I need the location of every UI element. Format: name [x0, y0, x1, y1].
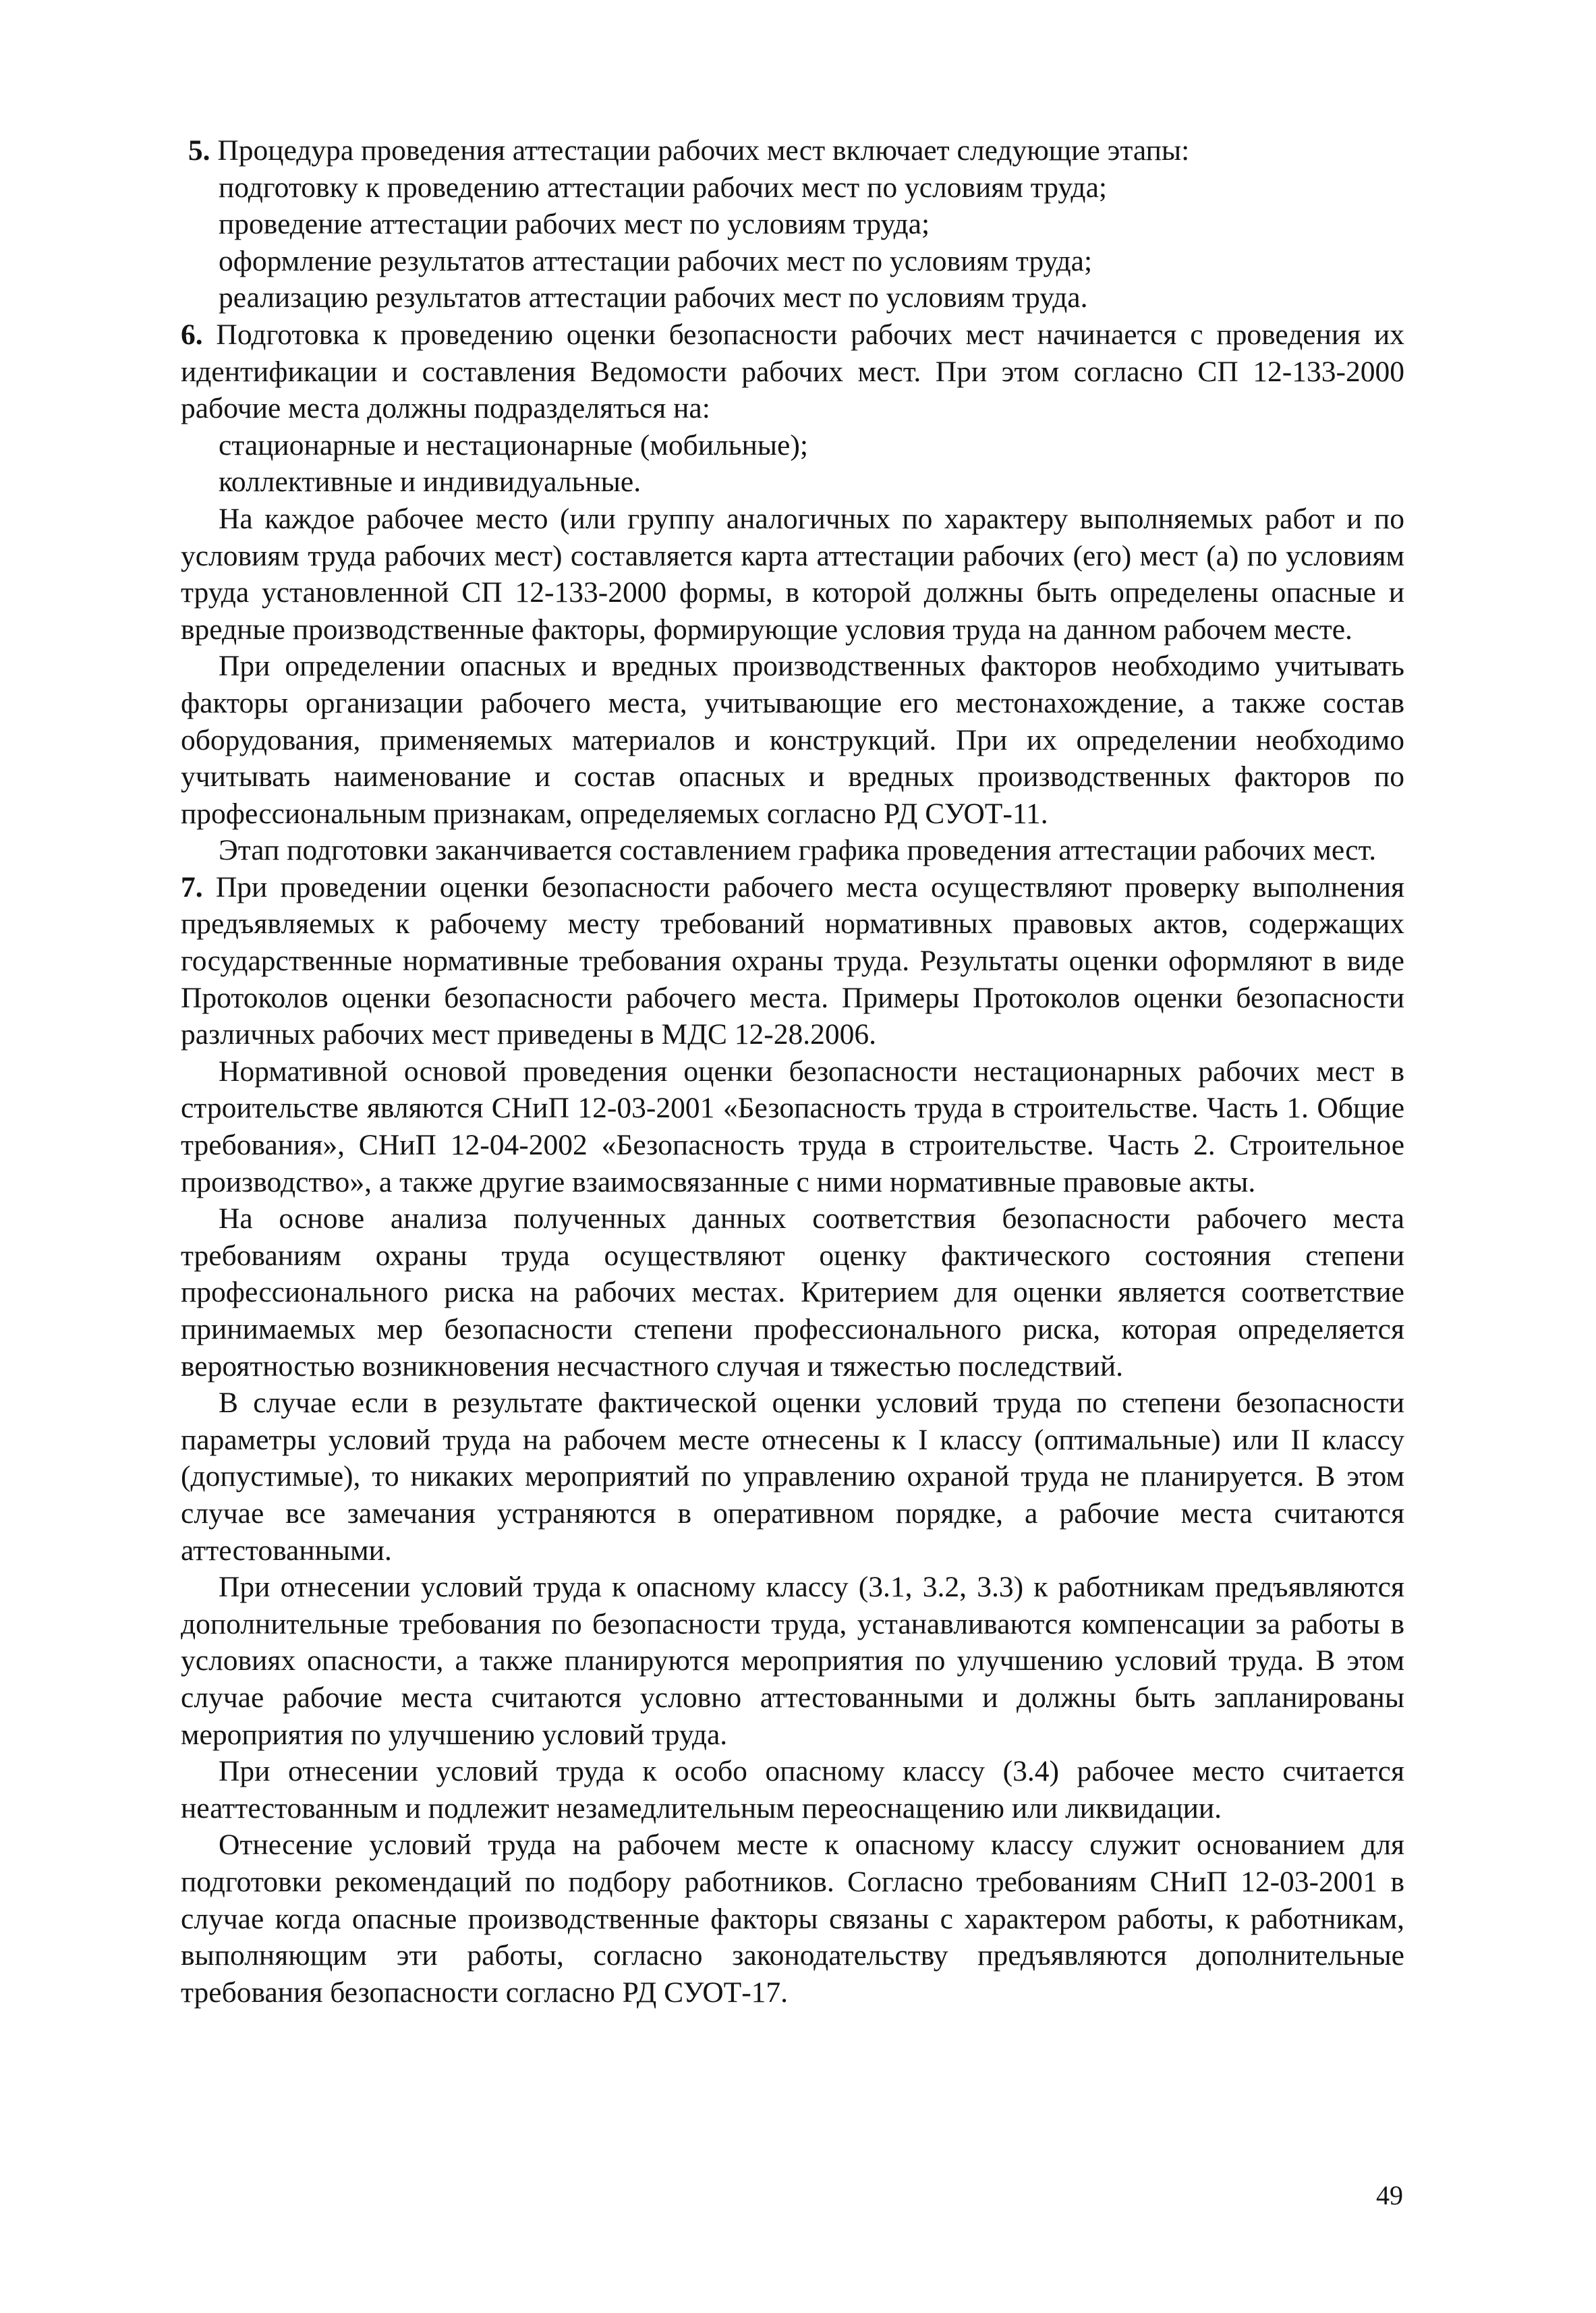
- item-number-6: 6.: [181, 318, 203, 351]
- list-item: коллективные и индивидуальные.: [219, 466, 642, 499]
- item-number-7: 7.: [181, 870, 203, 903]
- paragraph: При определении опасных и вредных производственных факторов необходимо учитывать факторы организации рабочего места, учитывающие его местонахождение, а также состав оборудования, применяемых материалов и конструкций. При их определении необходимо учитывать наименование и состав опасных и вредных производственных факторов по профессиональным признакам, определяемых согласно РД СУОТ-11.: [181, 650, 1404, 830]
- list-item: оформление результатов аттестации рабочих мест по условиям труда;: [219, 244, 1093, 277]
- list-item: подготовку к проведению аттестации рабочих мест по условиям труда;: [219, 171, 1107, 204]
- paragraph: При отнесении условий труда к опасному классу (3.1, 3.2, 3.3) к работникам предъявляются дополнительные требования по безопасности труда, устанавливаются компенсации за работы в условиях опасности, а также планируются мероприятия по улучшению условий труда. В этом случае рабочие места считаются условно аттестованными и должны быть запланированы мероприятия по улучшению условий труда.: [181, 1571, 1404, 1751]
- paragraph-5-text: Процедура проведения аттестации рабочих мест включает следующие этапы:: [210, 134, 1190, 167]
- list-item: стационарные и нестационарные (мобильные);: [219, 428, 808, 462]
- paragraph: При отнесении условий труда к особо опасному классу (3.4) рабочее место считается неаттестованным и подлежит незамедлительным переоснащению или ликвидации.: [181, 1755, 1404, 1824]
- paragraph-6-heading: [181, 316, 1404, 427]
- document-page: [181, 132, 1404, 2011]
- paragraph: На каждое рабочее место (или группу аналогичных по характеру выполняемых работ и по условиям труда рабочих мест) составляется карта аттестации рабочих (его) мест (а) по условиям труда установленной СП 12-133-2000 формы, в которой должны быть определены опасные и вредные производственные факторы, формирующие условия труда на данном рабочем месте.: [181, 502, 1404, 646]
- paragraph-5-heading: [181, 132, 1404, 169]
- item-number-5: 5.: [188, 134, 210, 167]
- list-item: проведение аттестации рабочих мест по условиям труда;: [219, 208, 930, 241]
- list-item: реализацию результатов аттестации рабочих мест по условиям труда.: [219, 281, 1088, 314]
- paragraph: Нормативной основой проведения оценки безопасности нестационарных рабочих мест в строительстве являются СНиП 12-03-2001 «Безопасность труда в строительстве. Часть 1. Общие требования», СНиП 12-04-2002 «Безопасность труда в строительстве. Часть 2. Строительное производство», а также другие взаимосвязанные с ними нормативные правовые акты.: [181, 1055, 1404, 1198]
- paragraph-6-text: Подготовка к проведению оценки безопасности рабочих мест начинается с проведения их идентификации и составления Ведомости рабочих мест. При этом согласно СП 12-133-2000 рабочие места должны подразделяться на:: [181, 318, 1404, 425]
- paragraph-7-text: При проведении оценки безопасности рабочего места осуществляют проверку выполнения предъявляемых к рабочему месту требований нормативных правовых актов, содержащих государственные нормативные требования охраны труда. Результаты оценки оформляют в виде Протоколов оценки безопасности рабочего места. Примеры Протоколов оценки безопасности различных рабочих мест приведены в МДС 12-28.2006.: [181, 870, 1404, 1051]
- paragraph-7-heading: [181, 869, 1404, 1053]
- page-number: 49: [1376, 2180, 1403, 2210]
- paragraph: В случае если в результате фактической оценки условий труда по степени безопасности параметры условий труда на рабочем месте отнесены к I классу (оптимальные) или II классу (допустимые), то никаких мероприятий по управлению охраной труда не планируется. В этом случае все замечания устраняются в оперативном порядке, а рабочие места считаются аттестованными.: [181, 1387, 1404, 1567]
- paragraph: На основе анализа полученных данных соответствия безопасности рабочего места требованиям охраны труда осуществляют оценку фактического состояния степени профессионального риска на рабочих местах. Критерием для оценки является соответствие принимаемых мер безопасности степени профессионального риска, которая определяется вероятностью возникновения несчастного случая и тяжестью последствий.: [181, 1202, 1404, 1383]
- paragraph: Этап подготовки заканчивается составлением графика проведения аттестации рабочих мест.: [219, 834, 1377, 867]
- paragraph: Отнесение условий труда на рабочем месте к опасному классу служит основанием для подготовки рекомендаций по подбору работников. Согласно требованиям СНиП 12-03-2001 в случае когда опасные производственные факторы связаны с характером работы, к работникам, выполняющим эти работы, согласно законодательству предъявляются дополнительные требования безопасности согласно РД СУОТ-17.: [181, 1829, 1404, 2009]
